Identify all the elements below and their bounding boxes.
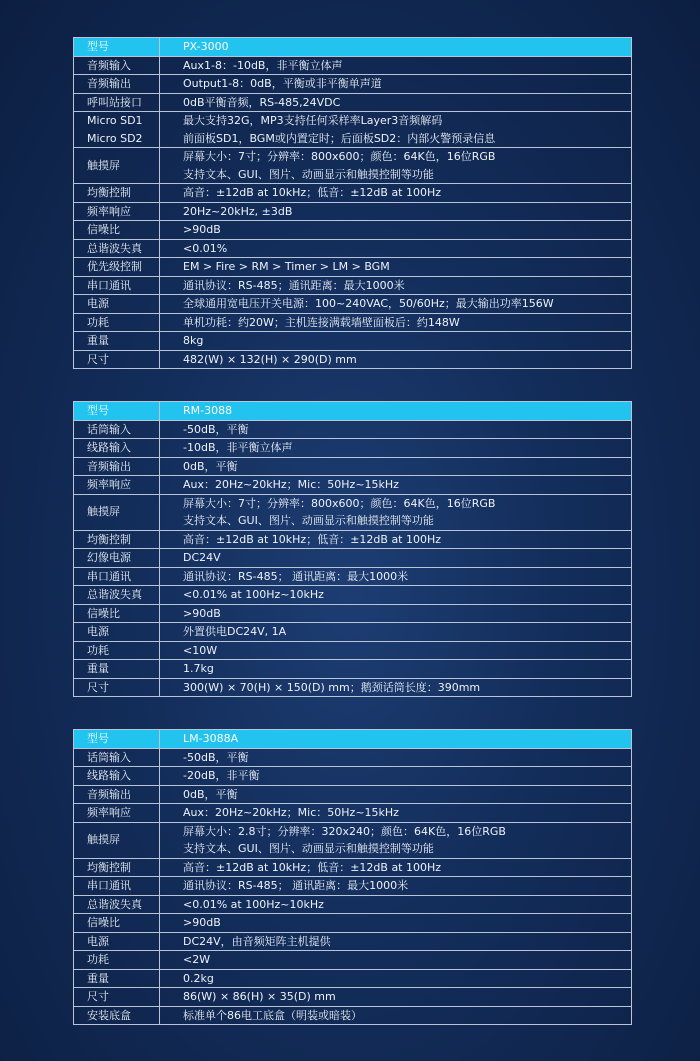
spec-value-line: EM > Fire > RM > Timer > LM > BGM xyxy=(183,260,390,273)
spec-key: 电源 xyxy=(74,932,160,951)
spec-value xyxy=(160,350,632,369)
spec-value xyxy=(160,586,632,605)
spec-value-line: >90dB xyxy=(183,606,221,620)
model-label: 型号 xyxy=(74,402,160,421)
spec-value-line: 单机功耗：约20W；主机连接满载墙壁面板后：约148W xyxy=(183,315,460,329)
spec-value xyxy=(160,858,632,877)
spec-key: 均衡控制 xyxy=(74,858,160,877)
spec-key-line: Micro SD2 xyxy=(87,131,143,145)
spec-key: 尺寸 xyxy=(74,988,160,1007)
spec-key: 话筒输入 xyxy=(74,420,160,439)
spec-value xyxy=(160,914,632,933)
spec-row xyxy=(74,988,632,1007)
spec-value-line: 300(W) × 70(H) × 150(D) mm；鹅颈话筒长度：390mm xyxy=(183,680,481,694)
spec-row xyxy=(74,785,632,804)
model-header-row xyxy=(74,38,632,57)
spec-row xyxy=(74,641,632,660)
spec-row xyxy=(74,567,632,586)
spec-value-line: Aux：20Hz~20kHz；Mic：50Hz~15kHz xyxy=(183,806,399,819)
spec-row xyxy=(74,350,632,369)
spec-row xyxy=(74,457,632,476)
spec-value-line: Aux1-8：-10dB，非平衡立体声 xyxy=(183,58,343,72)
spec-key: 总谐波失真 xyxy=(74,239,160,258)
spec-value-line: >90dB xyxy=(183,916,221,929)
spec-value xyxy=(160,112,632,148)
spec-value-line: -50dB，平衡 xyxy=(183,422,249,436)
spec-row xyxy=(74,258,632,277)
spec-key: 信噪比 xyxy=(74,604,160,623)
spec-row xyxy=(74,239,632,258)
spec-value-line: -20dB，非平衡 xyxy=(183,769,260,782)
spec-value-line: 0dB，平衡 xyxy=(183,787,238,801)
spec-key: 均衡控制 xyxy=(74,184,160,203)
spec-key: 电源 xyxy=(74,623,160,642)
spec-row xyxy=(74,56,632,75)
spec-key: 触摸屏 xyxy=(74,494,160,530)
spec-value xyxy=(160,641,632,660)
spec-row xyxy=(74,420,632,439)
spec-key: 线路输入 xyxy=(74,767,160,786)
spec-key: 音频输出 xyxy=(74,75,160,94)
spec-value xyxy=(160,822,632,858)
spec-value-line: Aux：20Hz~20kHz；Mic：50Hz~15kHz xyxy=(183,478,399,491)
spec-value-line: Output1-8：0dB，平衡或非平衡单声道 xyxy=(183,77,382,90)
spec-row xyxy=(74,748,632,767)
spec-value xyxy=(160,877,632,896)
spec-table-lm3088a xyxy=(73,729,632,1025)
spec-row xyxy=(74,549,632,568)
spec-value xyxy=(160,932,632,951)
spec-key: 功耗 xyxy=(74,641,160,660)
model-value: RM-3088 xyxy=(160,402,632,421)
spec-key: 电源 xyxy=(74,295,160,314)
spec-row xyxy=(74,822,632,858)
spec-value-line: 高音：±12dB at 10kHz；低音：±12dB at 100Hz xyxy=(183,532,442,546)
spec-key: 功耗 xyxy=(74,313,160,332)
spec-value xyxy=(160,895,632,914)
spec-value-line: 通讯协议：RS-485； 通讯距离：最大1000米 xyxy=(183,879,409,892)
spec-row xyxy=(74,75,632,94)
spec-row xyxy=(74,914,632,933)
spec-value-line: 屏幕大小：7寸；分辨率：800x600；颜色：64K色，16位RGB xyxy=(183,150,496,163)
spec-row xyxy=(74,439,632,458)
spec-value xyxy=(160,988,632,1007)
spec-value-line: -50dB，平衡 xyxy=(183,750,249,764)
spec-value xyxy=(160,678,632,697)
spec-value xyxy=(160,420,632,439)
spec-value xyxy=(160,276,632,295)
spec-value xyxy=(160,604,632,623)
spec-value xyxy=(160,623,632,642)
spec-value xyxy=(160,767,632,786)
spec-value xyxy=(160,549,632,568)
spec-value-line: 支持文本、GUI、图片、动画显示和触摸控制等功能 xyxy=(183,842,434,855)
spec-key: 重量 xyxy=(74,660,160,679)
spec-row xyxy=(74,858,632,877)
model-header-row xyxy=(74,730,632,749)
spec-value xyxy=(160,439,632,458)
spec-value-line: 0dB，平衡 xyxy=(183,459,238,473)
spec-key: 功耗 xyxy=(74,951,160,970)
spec-key-line: Micro SD1 xyxy=(87,114,143,127)
spec-value xyxy=(160,804,632,823)
spec-value xyxy=(160,202,632,221)
spec-row xyxy=(74,276,632,295)
spec-row xyxy=(74,586,632,605)
spec-row xyxy=(74,877,632,896)
spec-row xyxy=(74,494,632,530)
spec-row xyxy=(74,184,632,203)
spec-row xyxy=(74,678,632,697)
spec-value xyxy=(160,494,632,530)
spec-row xyxy=(74,1006,632,1025)
spec-row xyxy=(74,951,632,970)
spec-table-px3000 xyxy=(73,37,632,369)
spec-key: 频率响应 xyxy=(74,476,160,495)
spec-value xyxy=(160,258,632,277)
spec-row xyxy=(74,332,632,351)
spec-value-line: <0.01% xyxy=(183,241,228,255)
spec-value xyxy=(160,148,632,184)
spec-row xyxy=(74,112,632,148)
spec-row xyxy=(74,623,632,642)
spec-key: 尺寸 xyxy=(74,350,160,369)
spec-value-line: 最大支持32G，MP3支持任何采样率Layer3音频解码 xyxy=(183,114,443,127)
spec-key: 串口通讯 xyxy=(74,877,160,896)
spec-key: 总谐波失真 xyxy=(74,895,160,914)
spec-value xyxy=(160,748,632,767)
model-label: 型号 xyxy=(74,730,160,749)
model-value: PX-3000 xyxy=(160,38,632,57)
spec-row xyxy=(74,202,632,221)
spec-value xyxy=(160,75,632,94)
model-label: 型号 xyxy=(74,38,160,57)
spec-value-line: 1.7kg xyxy=(183,662,214,675)
spec-row xyxy=(74,530,632,549)
spec-value-line: <0.01% at 100Hz~10kHz xyxy=(183,588,324,601)
spec-value xyxy=(160,457,632,476)
spec-value-line: 0dB平衡音频，RS-485,24VDC xyxy=(183,95,341,109)
spec-value-line: 屏幕大小：2.8寸；分辨率：320x240；颜色：64K色，16位RGB xyxy=(183,824,506,838)
spec-value-line: 高音：±12dB at 10kHz；低音：±12dB at 100Hz xyxy=(183,186,442,199)
spec-key: 呼叫站接口 xyxy=(74,93,160,112)
spec-key: 话筒输入 xyxy=(74,748,160,767)
spec-value xyxy=(160,567,632,586)
spec-row xyxy=(74,604,632,623)
spec-value-line: 20Hz~20kHz, ±3dB xyxy=(183,204,293,218)
spec-value-line: 8kg xyxy=(183,334,204,347)
spec-value xyxy=(160,295,632,314)
spec-key: 优先级控制 xyxy=(74,258,160,277)
spec-value-line: DC24V xyxy=(183,551,221,564)
spec-row xyxy=(74,295,632,314)
spec-key xyxy=(74,112,160,148)
spec-key: 均衡控制 xyxy=(74,530,160,549)
spec-row xyxy=(74,93,632,112)
spec-key: 音频输出 xyxy=(74,457,160,476)
spec-value xyxy=(160,660,632,679)
spec-row xyxy=(74,476,632,495)
spec-value xyxy=(160,969,632,988)
spec-value-line: >90dB xyxy=(183,223,221,236)
spec-value xyxy=(160,530,632,549)
spec-value-line: <10W xyxy=(183,643,218,657)
spec-value xyxy=(160,56,632,75)
spec-value xyxy=(160,313,632,332)
spec-value-line: 86(W) × 86(H) × 35(D) mm xyxy=(183,990,336,1003)
spec-key: 触摸屏 xyxy=(74,822,160,858)
spec-value xyxy=(160,951,632,970)
spec-key: 触摸屏 xyxy=(74,148,160,184)
spec-row xyxy=(74,660,632,679)
spec-row xyxy=(74,895,632,914)
spec-key: 重量 xyxy=(74,332,160,351)
spec-row xyxy=(74,148,632,184)
spec-value-line: 通讯协议：RS-485； 通讯距离：最大1000米 xyxy=(183,569,409,583)
spec-row xyxy=(74,767,632,786)
spec-key: 安装底盒 xyxy=(74,1006,160,1025)
spec-value xyxy=(160,332,632,351)
spec-key: 信噪比 xyxy=(74,914,160,933)
spec-value-line: <2W xyxy=(183,953,211,966)
spec-value xyxy=(160,239,632,258)
spec-value xyxy=(160,184,632,203)
spec-value-line: 0.2kg xyxy=(183,971,214,985)
spec-value xyxy=(160,1006,632,1025)
spec-value-line: 全球通用宽电压开关电源：100~240VAC，50/60Hz；最大输出功率156W xyxy=(183,297,554,310)
spec-value xyxy=(160,785,632,804)
spec-key: 串口通讯 xyxy=(74,276,160,295)
spec-key: 幻像电源 xyxy=(74,549,160,568)
spec-key: 音频输入 xyxy=(74,56,160,75)
spec-key: 频率响应 xyxy=(74,202,160,221)
spec-value-line: 屏幕大小：7寸；分辨率：800x600；颜色：64K色，16位RGB xyxy=(183,496,496,510)
spec-value xyxy=(160,476,632,495)
spec-value-line: 高音：±12dB at 10kHz；低音：±12dB at 100Hz xyxy=(183,860,442,874)
spec-row xyxy=(74,221,632,240)
spec-key: 音频输出 xyxy=(74,785,160,804)
spec-key: 串口通讯 xyxy=(74,567,160,586)
spec-value-line: 外置供电DC24V, 1A xyxy=(183,625,287,638)
spec-value-line: 标准单个86电工底盒（明装或暗装） xyxy=(183,1008,362,1022)
spec-key: 信噪比 xyxy=(74,221,160,240)
spec-value-line: 482(W) × 132(H) × 290(D) mm xyxy=(183,352,357,366)
spec-key: 重量 xyxy=(74,969,160,988)
spec-value xyxy=(160,93,632,112)
spec-row xyxy=(74,804,632,823)
spec-row xyxy=(74,313,632,332)
spec-value-line: 前面板SD1，BGM或内置定时；后面板SD2：内部火警预录信息 xyxy=(183,131,496,145)
spec-value-line: 通讯协议：RS-485；通讯距离：最大1000米 xyxy=(183,278,405,292)
spec-row xyxy=(74,932,632,951)
spec-key: 总谐波失真 xyxy=(74,586,160,605)
spec-key: 频率响应 xyxy=(74,804,160,823)
spec-value-line: <0.01% at 100Hz~10kHz xyxy=(183,897,324,911)
spec-row xyxy=(74,969,632,988)
spec-value-line: DC24V，由音频矩阵主机提供 xyxy=(183,934,331,948)
spec-value xyxy=(160,221,632,240)
model-header-row xyxy=(74,402,632,421)
spec-key: 尺寸 xyxy=(74,678,160,697)
model-value: LM-3088A xyxy=(160,730,632,749)
spec-key: 线路输入 xyxy=(74,439,160,458)
spec-value-line: -10dB，非平衡立体声 xyxy=(183,441,293,454)
spec-value-line: 支持文本、GUI、图片、动画显示和触摸控制等功能 xyxy=(183,514,434,527)
spec-table-rm3088 xyxy=(73,401,632,697)
spec-value-line: 支持文本、GUI、图片、动画显示和触摸控制等功能 xyxy=(183,167,434,181)
